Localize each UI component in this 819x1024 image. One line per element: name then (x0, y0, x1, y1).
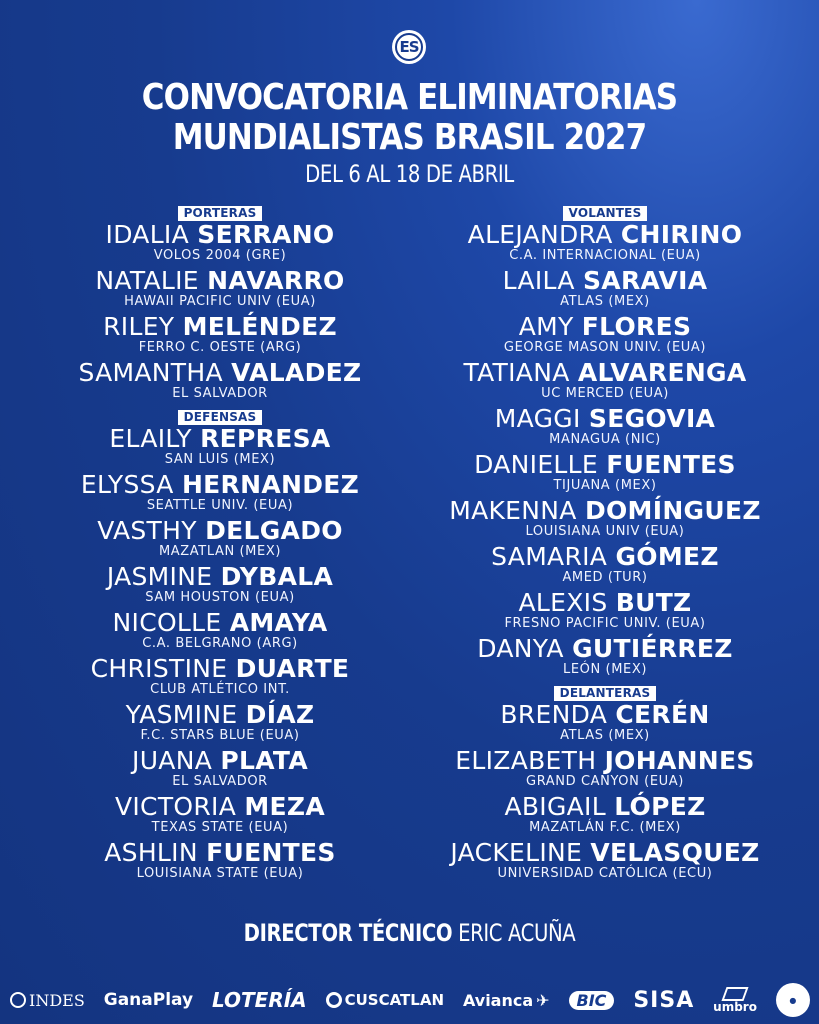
player-name (20, 610, 420, 636)
player-name (405, 590, 805, 616)
player-entry (20, 794, 420, 835)
player-last-name: DÍAZ (245, 700, 315, 729)
player-club: LOUISIANA STATE (EUA) (136, 866, 304, 881)
player-entry (20, 656, 420, 697)
player-entry (405, 748, 805, 789)
cuscatlan-logo (326, 991, 444, 1009)
player-entry (405, 406, 805, 447)
player-last-name: VALADEZ (231, 358, 362, 387)
player-last-name: CHIRINO (620, 220, 743, 249)
player-first-name: JASMINE (106, 562, 213, 591)
player-last-name: DYBALA (220, 562, 334, 591)
coach-role: DIRECTOR TÉCNICO (243, 919, 453, 947)
player-name (405, 360, 805, 386)
player-first-name: BRENDA (500, 700, 608, 729)
player-club: EL SALVADOR (172, 774, 268, 789)
player-last-name: GUTIÉRREZ (572, 634, 733, 663)
indes-emblem-icon (10, 992, 26, 1008)
section-label-delanteras: DELANTERAS (554, 686, 657, 701)
avianca-logo (463, 991, 550, 1010)
player-entry (20, 360, 420, 401)
player-entry (405, 544, 805, 585)
player-name (405, 748, 805, 774)
player-entry (405, 840, 805, 881)
player-name (405, 498, 805, 524)
player-club: F.C. STARS BLUE (EUA) (140, 728, 300, 743)
page-title-line1: CONVOCATORIA ELIMINATORIAS (141, 77, 678, 118)
player-first-name: MAKENNA (449, 496, 577, 525)
player-first-name: RILEY (103, 312, 175, 341)
player-club: MAZATLAN (MEX) (158, 544, 281, 559)
player-first-name: TATIANA (463, 358, 570, 387)
section-porteras (20, 202, 420, 401)
player-club: MANAGUA (NIC) (549, 432, 661, 447)
player-name (405, 268, 805, 294)
coach-name: ERIC ACUÑA (458, 919, 576, 947)
player-first-name: YASMINE (125, 700, 238, 729)
player-name (405, 222, 805, 248)
player-entry (405, 222, 805, 263)
player-first-name: SAMANTHA (78, 358, 223, 387)
player-club: SAM HOUSTON (EUA) (145, 590, 295, 605)
ganaplay-logo (104, 990, 193, 1010)
player-first-name: ALEJANDRA (467, 220, 613, 249)
player-last-name: MEZA (244, 792, 326, 821)
player-entry (405, 702, 805, 743)
player-club: SAN LUIS (MEX) (164, 452, 276, 467)
player-last-name: NAVARRO (207, 266, 345, 295)
player-last-name: HERNANDEZ (181, 470, 360, 499)
umbro-label: umbro (713, 1000, 757, 1014)
player-club: AMED (TUR) (562, 570, 648, 585)
sisa-label: SISA (633, 987, 695, 1013)
player-first-name: VASTHY (97, 516, 197, 545)
player-club: VOLOS 2004 (GRE) (153, 248, 287, 263)
player-first-name: ASHLIN (104, 838, 198, 867)
player-entry (405, 452, 805, 493)
player-entry (405, 268, 805, 309)
player-last-name: DELGADO (205, 516, 343, 545)
player-first-name: ELIZABETH (455, 746, 597, 775)
player-name (405, 702, 805, 728)
section-defensas (20, 406, 420, 881)
player-name (20, 314, 420, 340)
player-name (405, 544, 805, 570)
player-name (405, 406, 805, 432)
player-first-name: NICOLLE (112, 608, 222, 637)
player-entry (405, 314, 805, 355)
player-entry (405, 636, 805, 677)
player-last-name: DUARTE (235, 654, 350, 683)
player-entry (20, 840, 420, 881)
cuscatlan-label: CUSCATLAN (344, 991, 445, 1009)
player-entry (20, 702, 420, 743)
page-title-line2: MUNDIALISTAS BRASIL 2027 (172, 117, 647, 158)
player-last-name: BUTZ (615, 588, 692, 617)
player-entry (20, 748, 420, 789)
umbro-diamond-icon (722, 987, 749, 1001)
player-last-name: SERRANO (197, 220, 335, 249)
bic-logo (569, 991, 615, 1010)
player-last-name: ALVARENGA (577, 358, 747, 387)
player-club: LOUISIANA UNIV (EUA) (525, 524, 685, 539)
player-name (20, 268, 420, 294)
player-club: ATLAS (MEX) (560, 728, 650, 743)
page-subtitle: DEL 6 AL 18 DE ABRIL (305, 160, 514, 188)
loteria-logo (212, 988, 307, 1012)
section-label-defensas: DEFENSAS (178, 410, 263, 425)
player-name (20, 840, 420, 866)
section-delanteras (405, 682, 805, 881)
player-last-name: VELASQUEZ (590, 838, 760, 867)
player-name (20, 472, 420, 498)
section-label-volantes: VOLANTES (563, 206, 648, 221)
player-name (20, 518, 420, 544)
player-name (20, 656, 420, 682)
player-club: GEORGE MASON UNIV. (EUA) (503, 340, 707, 355)
player-name (20, 426, 420, 452)
section-label-porteras: PORTERAS (178, 206, 263, 221)
player-last-name: REPRESA (200, 424, 331, 453)
player-entry (405, 360, 805, 401)
player-last-name: JOHANNES (604, 746, 755, 775)
player-first-name: JACKELINE (450, 838, 583, 867)
player-name (405, 452, 805, 478)
sisa-logo (633, 988, 694, 1013)
player-club: FRESNO PACIFIC UNIV. (EUA) (504, 616, 706, 631)
ganaplay-label: GanaPlay (103, 990, 194, 1010)
avianca-label: Avianca (462, 990, 534, 1010)
player-last-name: SARAVIA (582, 266, 708, 295)
player-entry (405, 498, 805, 539)
player-first-name: DANYA (477, 634, 564, 663)
player-entry (20, 268, 420, 309)
player-first-name: LAILA (502, 266, 575, 295)
player-first-name: ELYSSA (80, 470, 174, 499)
indes-logo (10, 991, 85, 1010)
player-first-name: ELAILY (109, 424, 192, 453)
player-entry (20, 426, 420, 467)
player-club: TIJUANA (MEX) (553, 478, 657, 493)
player-last-name: FUENTES (206, 838, 336, 867)
player-name (405, 840, 805, 866)
player-entry (20, 472, 420, 513)
sponsor-bar (10, 982, 810, 1018)
player-first-name: IDALIA (105, 220, 190, 249)
player-entry (405, 794, 805, 835)
bic-label: BIC (576, 990, 607, 1010)
player-name (405, 636, 805, 662)
player-name (405, 794, 805, 820)
player-club: UC MERCED (EUA) (541, 386, 669, 401)
coach-line (74, 918, 746, 948)
player-club: HAWAII PACIFIC UNIV (EUA) (124, 294, 316, 309)
player-club: LEÓN (MEX) (562, 662, 648, 677)
player-name (20, 360, 420, 386)
player-first-name: CHRISTINE (90, 654, 228, 683)
player-last-name: SEGOVIA (588, 404, 716, 433)
player-club: SEATTLE UNIV. (EUA) (146, 498, 294, 513)
loteria-label: LOTERÍA (212, 988, 307, 1012)
player-club: ATLAS (MEX) (560, 294, 650, 309)
player-last-name: LÓPEZ (614, 792, 706, 821)
indes-label: INDES (29, 990, 85, 1010)
player-name (405, 314, 805, 340)
player-last-name: FUENTES (606, 450, 736, 479)
player-first-name: JUANA (132, 746, 213, 775)
player-last-name: DOMÍNGUEZ (584, 496, 761, 525)
player-club: TEXAS STATE (EUA) (151, 820, 289, 835)
player-entry (20, 222, 420, 263)
pizza-hut-logo (776, 983, 810, 1017)
player-last-name: CERÉN (615, 700, 710, 729)
player-entry (20, 610, 420, 651)
player-last-name: FLORES (581, 312, 692, 341)
umbro-logo (713, 987, 757, 1013)
player-club: GRAND CANYON (EUA) (526, 774, 684, 789)
section-volantes (405, 202, 805, 677)
player-last-name: MELÉNDEZ (182, 312, 337, 341)
player-first-name: MAGGI (494, 404, 581, 433)
player-first-name: SAMARIA (491, 542, 608, 571)
player-first-name: DANIELLE (474, 450, 598, 479)
player-entry (405, 590, 805, 631)
player-last-name: AMAYA (229, 608, 328, 637)
player-club: FERRO C. OESTE (ARG) (138, 340, 302, 355)
player-last-name: PLATA (220, 746, 308, 775)
player-club: UNIVERSIDAD CATÓLICA (ECU) (497, 866, 713, 881)
pizza-hut-icon: ● (789, 995, 797, 1005)
player-last-name: GÓMEZ (615, 542, 719, 571)
federation-logo: ES (392, 30, 426, 64)
player-entry (20, 564, 420, 605)
player-name (20, 702, 420, 728)
player-entry (20, 518, 420, 559)
left-column (20, 202, 420, 886)
player-first-name: ABIGAIL (504, 792, 606, 821)
player-club: C.A. INTERNACIONAL (EUA) (509, 248, 701, 263)
avianca-bird-icon: ✈ (536, 990, 550, 1010)
player-name (20, 794, 420, 820)
right-column (405, 202, 805, 886)
player-club: MAZATLÁN F.C. (MEX) (529, 820, 681, 835)
player-first-name: ALEXIS (518, 588, 608, 617)
player-first-name: AMY (518, 312, 574, 341)
player-name (20, 222, 420, 248)
cuscatlan-ring-icon (326, 992, 342, 1008)
player-club: CLUB ATLÉTICO INT. (150, 682, 290, 697)
player-first-name: VICTORIA (114, 792, 237, 821)
player-entry (20, 314, 420, 355)
player-name (20, 564, 420, 590)
player-club: EL SALVADOR (172, 386, 268, 401)
player-name (20, 748, 420, 774)
player-first-name: NATALIE (95, 266, 199, 295)
player-club: C.A. BELGRANO (ARG) (142, 636, 298, 651)
